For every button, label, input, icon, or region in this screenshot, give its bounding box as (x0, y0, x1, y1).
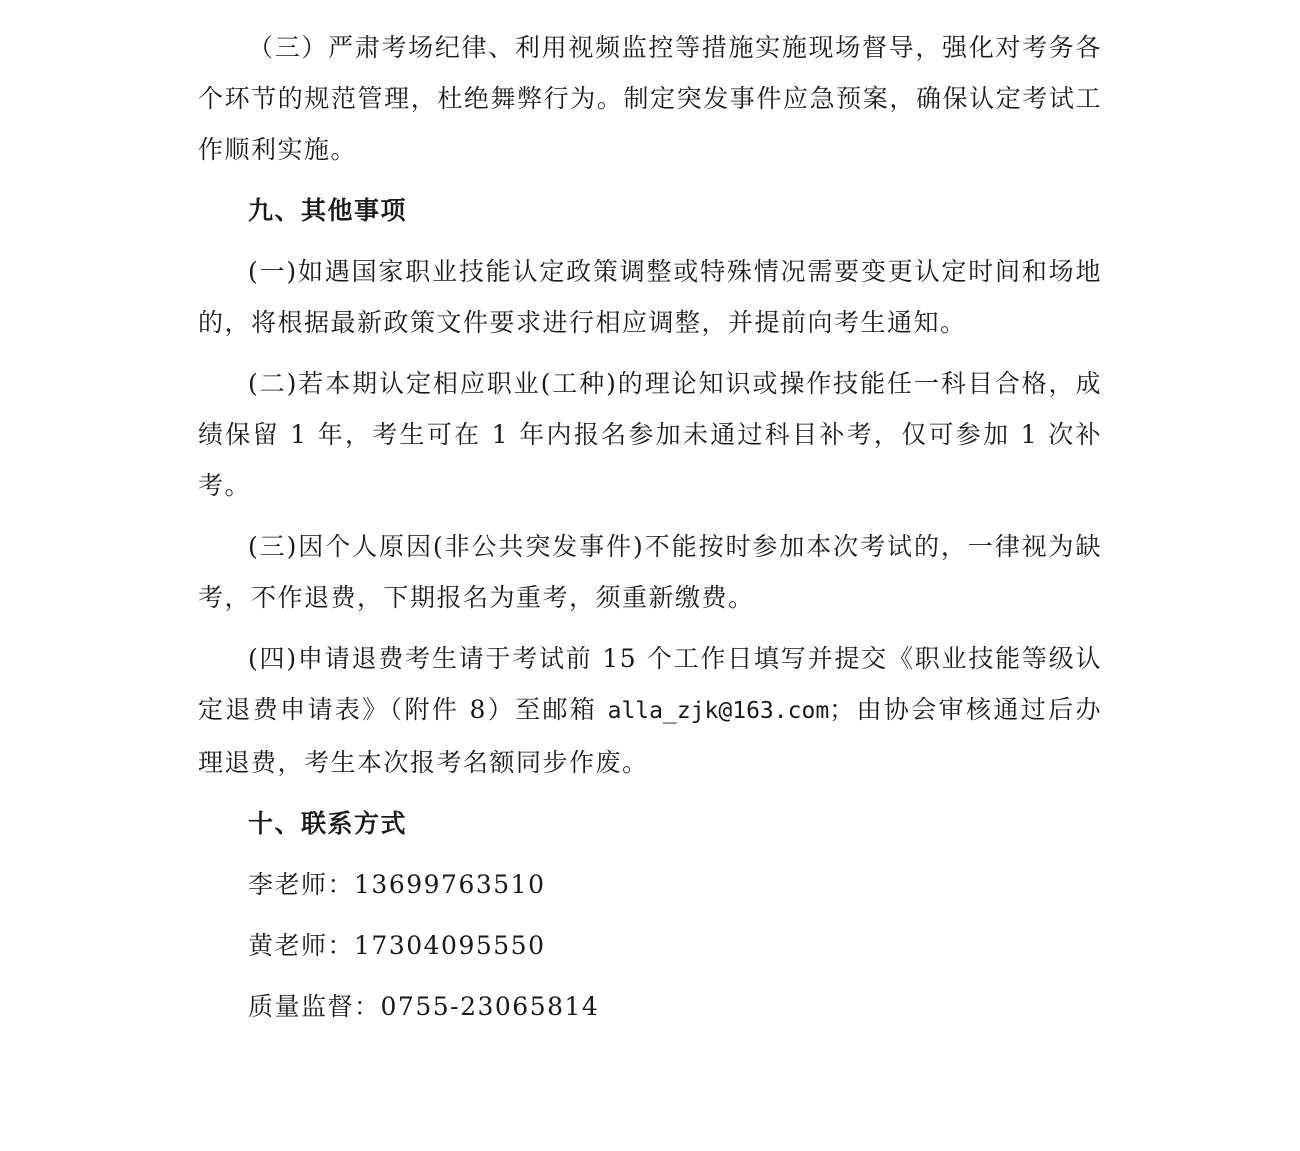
section-heading-contact: 十、联系方式 (248, 809, 408, 838)
paragraph-other-matters-4 (198, 633, 1102, 788)
contact-label: 黄老师： (248, 931, 355, 960)
refund-instructions-text: (四)申请退费考生请于考试前 15 个工作日填写并提交《职业技能等级认定退费申请表》（附件 8）至邮箱 (198, 644, 1102, 724)
contact-line (198, 920, 1102, 971)
contact-phone: 13699763510 (354, 870, 546, 899)
contact-label: 李老师： (248, 870, 355, 899)
contact-phone: 17304095550 (354, 931, 546, 960)
contact-phone: 0755-23065814 (380, 992, 600, 1021)
document-body (198, 22, 1102, 1032)
contact-label: 质量监督： (248, 992, 381, 1021)
section-heading-other-matters: 九、其他事项 (248, 196, 408, 225)
paragraph-other-matters-3: (三)因个人原因(非公共突发事件)不能按时参加本次考试的，一律视为缺考，不作退费，下期报名为重考，须重新缴费。 (198, 532, 1102, 612)
paragraph-exam-discipline: （三）严肃考场纪律、利用视频监控等措施实施现场督导，强化对考务各个环节的规范管理，杜绝舞弊行为。制定突发事件应急预案，确保认定考试工作顺利实施。 (198, 33, 1102, 164)
contact-line (198, 859, 1102, 910)
paragraph-other-matters-2: (二)若本期认定相应职业(工种)的理论知识或操作技能任一科目合格，成绩保留 1 年，考生可在 1 年内报名参加未通过科目补考，仅可参加 1 次补考。 (198, 369, 1102, 500)
paragraph-other-matters-1: (一)如遇国家职业技能认定政策调整或特殊情况需要变更认定时间和场地的，将根据最新政策文件要求进行相应调整，并提前向考生通知。 (198, 257, 1102, 337)
refund-instructions-suffix: ；由协会审核通过后办理退费，考生本次报考名额同步作废。 (198, 695, 1102, 777)
refund-email-address: alla_zjk@163.com (607, 698, 830, 724)
contact-line (198, 981, 1102, 1032)
